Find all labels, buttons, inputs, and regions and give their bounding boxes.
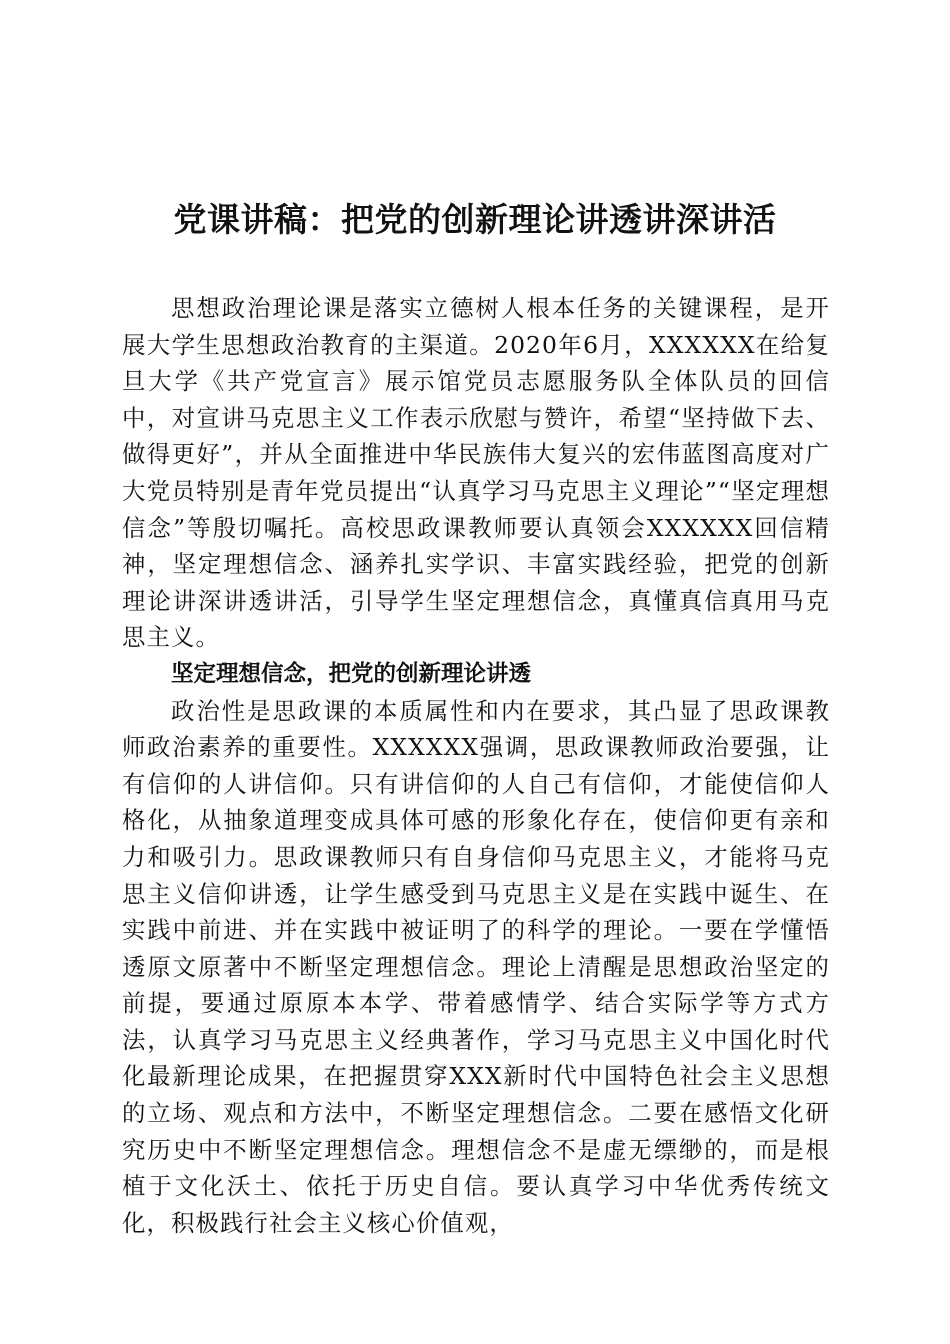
section-heading: 坚定理想信念，把党的创新理论讲透 <box>171 660 532 687</box>
document-title: 党课讲稿：把党的创新理论讲透讲深讲活 <box>173 200 777 239</box>
section-paragraph: 政治性是思政课的本质属性和内在要求，其凸显了思政课教师政治素养的重要性。XXXXXX强调，思政课教师政治要强，让有信仰的人讲信仰。只有讲信仰的人自己有信仰，才能使信仰人格化，从抽象道理变成具体可感的形象化存在，使信仰更有亲和力和吸引力。思政课教师只有自身信仰马克思主义，才能将马克思主义信仰讲透，让学生感受到马克思主义是在实践中诞生、在实践中前进、并在实践中被证明了的科学的理论。一要在学懂悟透原文原著中不断坚定理想信念。理论上清醒是思想政治坚定的前提，要通过原原本本学、带着感情学、结合实际学等方式方法，认真学习马克思主义经典著作，学习马克思主义中国化时代化最新理论成果，在把握贯穿XXX新时代中国特色社会主义思想的立场、观点和方法中，不断坚定理想信念。二要在感悟文化研究历史中不断坚定理想信念。理想信念不是虚无缥缈的，而是根植于文化沃土、依托于历史自信。要认真学习中华优秀传统文化，积极践行社会主义核心价值观， <box>122 696 830 1237</box>
document-body <box>122 290 830 1241</box>
intro-paragraph: 思想政治理论课是落实立德树人根本任务的关键课程，是开展大学生思想政治教育的主渠道。2020年6月，XXXXXX在给复旦大学《共产党宣言》展示馆党员志愿服务队全体队员的回信中，对宣讲马克思主义工作表示欣慰与赞许，希望“坚持做下去、做得更好”，并从全面推进中华民族伟大复兴的宏伟蓝图高度对广大党员特别是青年党员提出“认真学习马克思主义理论”“坚定理想信念”等殷切嘱托。高校思政课教师要认真领会XXXXXX回信精神，坚定理想信念、涵养扎实学识、丰富实践经验，把党的创新理论讲深讲透讲活，引导学生坚定理想信念，真懂真信真用马克思主义。 <box>122 294 830 652</box>
